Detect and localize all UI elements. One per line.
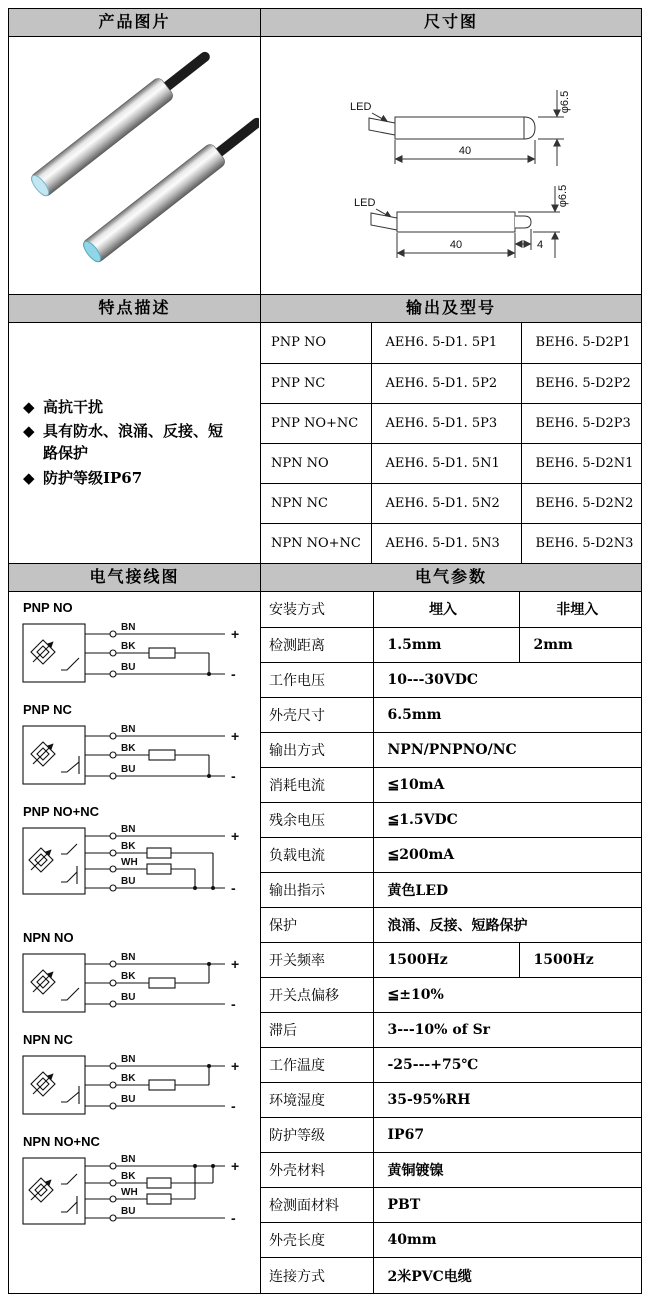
model-output-type: NPN NO xyxy=(261,443,371,483)
param-value: ≦200mA xyxy=(373,837,641,872)
model-row xyxy=(261,443,641,483)
param-value: 40mm xyxy=(373,1223,641,1258)
wiring-schematic xyxy=(17,1048,257,1124)
model-row xyxy=(261,403,641,443)
load-resistor xyxy=(147,864,171,874)
dimension-drawing xyxy=(261,37,641,294)
param-value: 2米PVC电缆 xyxy=(387,1268,472,1285)
section-header-product-image: 产品图片 xyxy=(9,9,261,37)
param-label: 外壳材料 xyxy=(261,1153,373,1188)
wire-terminal xyxy=(110,733,116,739)
param-label: 保护 xyxy=(261,907,373,942)
param-value: PBT xyxy=(373,1188,641,1223)
param-label: 安装方式 xyxy=(261,592,373,627)
wiring-diagram-title: NPN NO+NC xyxy=(23,1134,100,1149)
feature-list xyxy=(9,323,260,563)
diamond-bullet-icon: ◆ xyxy=(23,468,35,487)
param-row xyxy=(261,1188,641,1223)
sensor-outline xyxy=(397,212,515,232)
wire-terminal xyxy=(110,980,116,986)
model-flush-code: AEH6. 5-D1. 5N1 xyxy=(371,443,521,483)
model-row xyxy=(261,523,641,563)
nc-contact-symbol xyxy=(61,762,79,772)
param-row xyxy=(261,942,641,977)
param-row xyxy=(261,697,641,732)
no-contact-symbol xyxy=(61,844,77,854)
nc-contact-symbol xyxy=(61,1202,77,1212)
param-value: ≦10mA xyxy=(373,767,641,802)
param-label: 外壳尺寸 xyxy=(261,697,373,732)
model-nonflush-code: BEH6. 5-D2N1 xyxy=(521,443,641,483)
model-nonflush-code: BEH6. 5-D2P3 xyxy=(521,403,641,443)
sensor-box xyxy=(23,828,85,894)
feature-item xyxy=(23,421,233,465)
param-row xyxy=(261,1118,641,1153)
diamond-bullet-icon: ◆ xyxy=(23,397,35,416)
load-resistor xyxy=(149,978,175,988)
wire-terminal xyxy=(110,866,116,872)
load-resistor xyxy=(147,1178,171,1188)
cable-stub xyxy=(369,118,395,135)
minus-terminal: - xyxy=(231,1098,236,1114)
param-row xyxy=(261,1048,641,1083)
plus-terminal: + xyxy=(231,1158,240,1174)
model-flush-code: AEH6. 5-D1. 5P3 xyxy=(371,403,521,443)
wire-terminal xyxy=(110,1082,116,1088)
sensor-product-illustration xyxy=(11,40,259,292)
wiring-schematic xyxy=(17,718,257,794)
length-dim-label: 40 xyxy=(449,238,463,251)
section-header-output-models: 输出及型号 xyxy=(261,295,642,323)
plus-terminal: + xyxy=(231,626,240,642)
wiring-diagram-npn-no-nc xyxy=(17,1134,260,1244)
sensor-body xyxy=(80,142,226,264)
model-flush-code: AEH6. 5-D1. 5N2 xyxy=(371,483,521,523)
wire-terminal xyxy=(110,1063,116,1069)
wire-terminal xyxy=(110,773,116,779)
wire-terminal xyxy=(110,752,116,758)
wire-label-bn: BN xyxy=(121,1154,136,1165)
param-value: 浪涌、反接、短路保护 xyxy=(373,907,641,942)
minus-terminal: - xyxy=(231,768,236,784)
feature-item xyxy=(23,468,233,490)
wire-terminal xyxy=(110,961,116,967)
model-flush-code: AEH6. 5-D1. 5N3 xyxy=(371,523,521,563)
model-output-type: NPN NC xyxy=(261,483,371,523)
wiring-diagram-title: NPN NC xyxy=(23,1032,73,1047)
wiring-diagram-title: NPN NO xyxy=(23,930,74,945)
wire-label-wh: WH xyxy=(121,857,138,868)
param-value: -25---+75℃ xyxy=(373,1048,641,1083)
model-nonflush-code: BEH6. 5-D2N2 xyxy=(521,483,641,523)
wire-label-bu: BU xyxy=(121,662,136,673)
no-contact-symbol xyxy=(61,1174,77,1184)
wiring-diagram-title: PNP NO+NC xyxy=(23,804,99,819)
param-value: 35-95%RH xyxy=(373,1083,641,1118)
wiring-diagram-title: PNP NO xyxy=(23,600,73,615)
diameter-dim-label: φ6.5 xyxy=(557,184,569,207)
section-header-electrical-params: 电气参数 xyxy=(261,564,642,592)
wire-terminal xyxy=(110,1215,116,1221)
feature-item xyxy=(23,397,233,419)
wire-label-bu: BU xyxy=(121,992,136,1003)
wire-terminal xyxy=(110,1196,116,1202)
plus-terminal: + xyxy=(231,1058,240,1074)
sensor-body xyxy=(28,76,174,198)
model-row xyxy=(261,323,641,363)
wiring-diagram-pnp-no xyxy=(17,600,260,696)
param-label: 环境湿度 xyxy=(261,1083,373,1118)
param-row xyxy=(261,767,641,802)
plus-terminal: + xyxy=(231,728,240,744)
sensor-box xyxy=(23,1158,85,1224)
param-label: 检测面材料 xyxy=(261,1188,373,1223)
model-output-type: NPN NO+NC xyxy=(261,523,371,563)
wire-terminal xyxy=(110,1180,116,1186)
wire-label-bk: BK xyxy=(121,841,136,852)
nose-dim-label: 4 xyxy=(537,238,544,251)
param-label: 输出方式 xyxy=(261,732,373,767)
wire-label-bn: BN xyxy=(121,952,136,963)
param-row xyxy=(261,627,641,662)
model-nonflush-code: BEH6. 5-D2P2 xyxy=(521,363,641,403)
param-value: IP67 xyxy=(373,1118,641,1153)
param-label: 开关点偏移 xyxy=(261,978,373,1013)
param-label: 检测距离 xyxy=(261,627,373,662)
led-label: LED xyxy=(354,196,376,209)
cable-stub xyxy=(371,213,397,230)
param-label: 连接方式 xyxy=(261,1258,373,1293)
wiring-diagram-pnp-no-nc xyxy=(17,804,260,914)
param-label: 工作温度 xyxy=(261,1048,373,1083)
section-header-dimension-drawing: 尺寸图 xyxy=(261,9,642,37)
wiring-schematic xyxy=(17,616,257,692)
length-dim-label: 40 xyxy=(458,144,472,157)
param-row xyxy=(261,1083,641,1118)
param-label: 防护等级 xyxy=(261,1118,373,1153)
param-label: 残余电压 xyxy=(261,802,373,837)
wire-label-bk: BK xyxy=(121,1073,136,1084)
no-contact-symbol xyxy=(61,988,79,1000)
wire-terminal xyxy=(110,650,116,656)
wire-terminal xyxy=(110,833,116,839)
param-value: NPN/PNPNO/NC xyxy=(373,732,641,767)
wire-terminal xyxy=(110,1163,116,1169)
sensor-outline xyxy=(395,117,535,139)
model-nonflush-code: BEH6. 5-D2P1 xyxy=(521,323,641,363)
wire-label-bn: BN xyxy=(121,1054,136,1065)
minus-terminal: - xyxy=(231,996,236,1012)
nc-contact-symbol xyxy=(61,1092,79,1102)
param-row xyxy=(261,732,641,767)
wire-label-bn: BN xyxy=(121,824,136,835)
param-label: 输出指示 xyxy=(261,872,373,907)
param-row xyxy=(261,662,641,697)
param-row xyxy=(261,1013,641,1048)
wire-terminal xyxy=(110,850,116,856)
plus-terminal: + xyxy=(231,828,240,844)
model-row xyxy=(261,363,641,403)
model-output-type: PNP NO+NC xyxy=(261,403,371,443)
param-value: 6.5mm xyxy=(373,697,641,732)
wire-label-bk: BK xyxy=(121,743,136,754)
param-label: 开关频率 xyxy=(261,942,373,977)
feature-text: 防护等级IP67 xyxy=(43,468,143,487)
minus-terminal: - xyxy=(231,666,236,682)
load-resistor xyxy=(147,848,171,858)
param-value: 10---30VDC xyxy=(373,662,641,697)
wiring-schematic xyxy=(17,820,257,910)
model-flush-code: AEH6. 5-D1. 5P1 xyxy=(371,323,521,363)
model-output-type: PNP NO xyxy=(261,323,371,363)
feature-text: 具有防水、浪涌、反接、短路保护 xyxy=(43,422,224,462)
param-value: 1.5mm xyxy=(373,627,519,662)
wiring-diagram-npn-no xyxy=(17,930,260,1026)
param-value: 黄色LED xyxy=(373,872,641,907)
param-row xyxy=(261,1258,641,1293)
load-resistor xyxy=(149,648,175,658)
diameter-dim-label: φ6.5 xyxy=(559,90,571,113)
param-row xyxy=(261,907,641,942)
nc-contact-symbol xyxy=(61,872,77,882)
plus-terminal: + xyxy=(231,956,240,972)
param-row xyxy=(261,802,641,837)
param-label: 负载电流 xyxy=(261,837,373,872)
param-value: 1500Hz xyxy=(373,942,519,977)
wire-label-bk: BK xyxy=(121,971,136,982)
param-value: 1500Hz xyxy=(519,942,641,977)
minus-terminal: - xyxy=(231,880,236,896)
param-value: 埋入 xyxy=(373,592,519,627)
wire-label-bu: BU xyxy=(121,1094,136,1105)
param-row xyxy=(261,1223,641,1258)
param-value: 黄铜镀镍 xyxy=(373,1153,641,1188)
wire-terminal xyxy=(110,1103,116,1109)
model-row xyxy=(261,483,641,523)
wiring-diagram-pnp-nc xyxy=(17,702,260,798)
wire-terminal xyxy=(110,631,116,637)
wire-label-bk: BK xyxy=(121,641,136,652)
load-resistor xyxy=(149,1080,175,1090)
load-resistor xyxy=(149,750,175,760)
wiring-diagrams xyxy=(9,592,260,1244)
product-photo xyxy=(9,37,260,294)
wiring-diagram-title: PNP NC xyxy=(23,702,72,717)
wiring-diagram-npn-nc xyxy=(17,1032,260,1128)
wire-label-bu: BU xyxy=(121,764,136,775)
param-row xyxy=(261,872,641,907)
param-value: ≦1.5VDC xyxy=(373,802,641,837)
sensor-cable xyxy=(160,49,212,93)
datasheet-table xyxy=(8,8,642,1294)
model-nonflush-code: BEH6. 5-D2N3 xyxy=(535,535,634,551)
dimension-drawing-svg xyxy=(262,40,640,292)
section-header-features: 特点描述 xyxy=(9,295,261,323)
wire-terminal xyxy=(110,1001,116,1007)
param-label: 消耗电流 xyxy=(261,767,373,802)
no-contact-symbol xyxy=(61,658,79,670)
model-output-type: PNP NC xyxy=(261,363,371,403)
wire-label-bu: BU xyxy=(121,1206,136,1217)
param-value: 非埋入 xyxy=(519,592,641,627)
param-value: 2mm xyxy=(519,627,641,662)
wire-label-bk: BK xyxy=(121,1171,136,1182)
nonflush-sensor-outline xyxy=(371,186,560,258)
param-row xyxy=(261,1153,641,1188)
led-label: LED xyxy=(350,100,372,113)
wire-label-wh: WH xyxy=(121,1187,138,1198)
param-row xyxy=(261,592,641,627)
param-value: ≦±10% xyxy=(373,978,641,1013)
wire-terminal xyxy=(110,671,116,677)
sensor-nose xyxy=(515,216,531,228)
wire-label-bn: BN xyxy=(121,622,136,633)
param-label: 工作电压 xyxy=(261,662,373,697)
wire-terminal xyxy=(110,885,116,891)
wiring-schematic xyxy=(17,1150,257,1240)
electrical-parameters-table xyxy=(261,592,641,1293)
wire-label-bu: BU xyxy=(121,876,136,887)
param-row xyxy=(261,978,641,1013)
model-table xyxy=(261,323,641,563)
param-label: 滞后 xyxy=(261,1013,373,1048)
diamond-bullet-icon: ◆ xyxy=(23,422,35,441)
model-flush-code: AEH6. 5-D1. 5P2 xyxy=(371,363,521,403)
minus-terminal: - xyxy=(231,1210,236,1226)
param-row xyxy=(261,837,641,872)
section-header-wiring: 电气接线图 xyxy=(9,564,261,592)
wiring-schematic xyxy=(17,946,257,1022)
param-label: 外壳长度 xyxy=(261,1223,373,1258)
param-value: 3---10% of Sr xyxy=(373,1013,641,1048)
wire-label-bn: BN xyxy=(121,724,136,735)
load-resistor xyxy=(147,1194,171,1204)
feature-text: 高抗干扰 xyxy=(43,397,104,416)
